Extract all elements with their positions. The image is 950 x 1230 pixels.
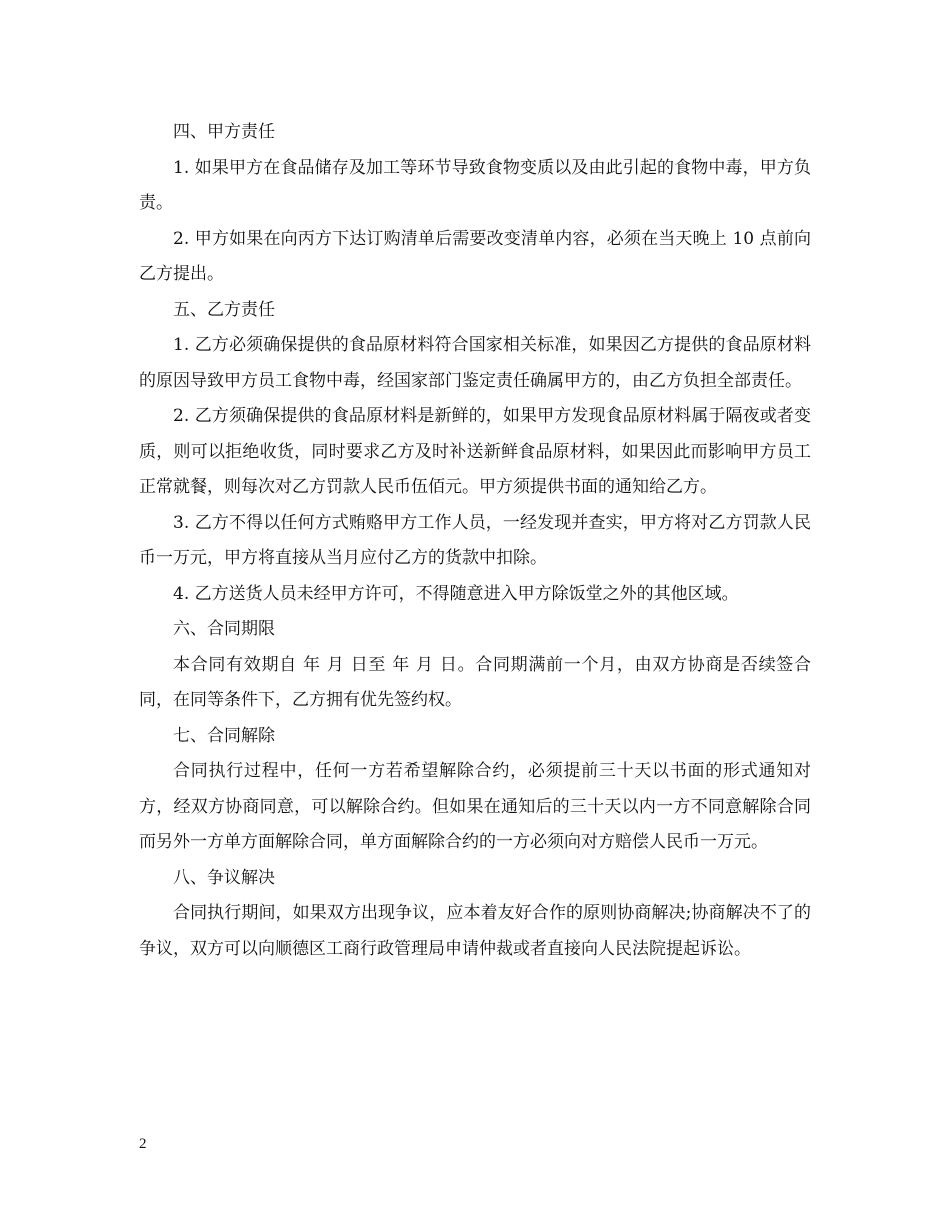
clause-paragraph: 本合同有效期自 年 月 日至 年 月 日。合同期满前一个月，由双方协商是否续签合同，在同等条件下，乙方拥有优先签约权。 bbox=[139, 654, 811, 710]
document-body bbox=[139, 115, 811, 967]
clause-paragraph: 2. 甲方如果在向丙方下达订购清单后需要改变清单内容，必须在当天晚上 10 点前向乙方提出。 bbox=[139, 228, 811, 284]
clause-paragraph: 1. 乙方必须确保提供的食品原材料符合国家相关标准，如果因乙方提供的食品原材料的原因导致甲方员工食物中毒，经国家部门鉴定责任确属甲方的，由乙方负担全部责任。 bbox=[139, 335, 811, 391]
section-heading: 四、甲方责任 bbox=[173, 122, 275, 142]
section-heading: 五、乙方责任 bbox=[173, 299, 275, 320]
section-heading: 六、合同期限 bbox=[173, 619, 275, 639]
clause-paragraph: 3. 乙方不得以任何方式贿赂甲方工作人员，一经发现并查实，甲方将对乙方罚款人民币一万元，甲方将直接从当月应付乙方的货款中扣除。 bbox=[139, 512, 811, 568]
section-heading: 八、争议解决 bbox=[173, 867, 275, 888]
clause-paragraph: 1. 如果甲方在食品储存及加工等环节导致食物变质以及由此引起的食物中毒，甲方负责。 bbox=[139, 157, 811, 213]
section-heading: 七、合同解除 bbox=[173, 725, 275, 746]
clause-paragraph: 合同执行过程中，任何一方若希望解除合约，必须提前三十天以书面的形式通知对方，经双方协商同意，可以解除合约。但如果在通知后的三十天以内一方不同意解除合同而另外一方单方面解除合同，单方面解除合约的一方必须向对方赔偿人民币一万元。 bbox=[139, 761, 811, 852]
clause-paragraph: 4. 乙方送货人员未经甲方许可，不得随意进入甲方除饭堂之外的其他区域。 bbox=[173, 583, 739, 604]
clause-paragraph: 2. 乙方须确保提供的食品原材料是新鲜的，如果甲方发现食品原材料属于隔夜或者变质，则可以拒绝收货，同时要求乙方及时补送新鲜食品原材料，如果因此而影响甲方员工正常就餐，则每次对乙方罚款人民币伍佰元。甲方须提供书面的通知给乙方。 bbox=[139, 406, 811, 497]
page-number: 2 bbox=[139, 1136, 147, 1152]
clause-paragraph: 合同执行期间，如果双方出现争议，应本着友好合作的原则协商解决;协商解决不了的争议，双方可以向顺德区工商行政管理局申请仲裁或者直接向人民法院提起诉讼。 bbox=[139, 903, 811, 959]
